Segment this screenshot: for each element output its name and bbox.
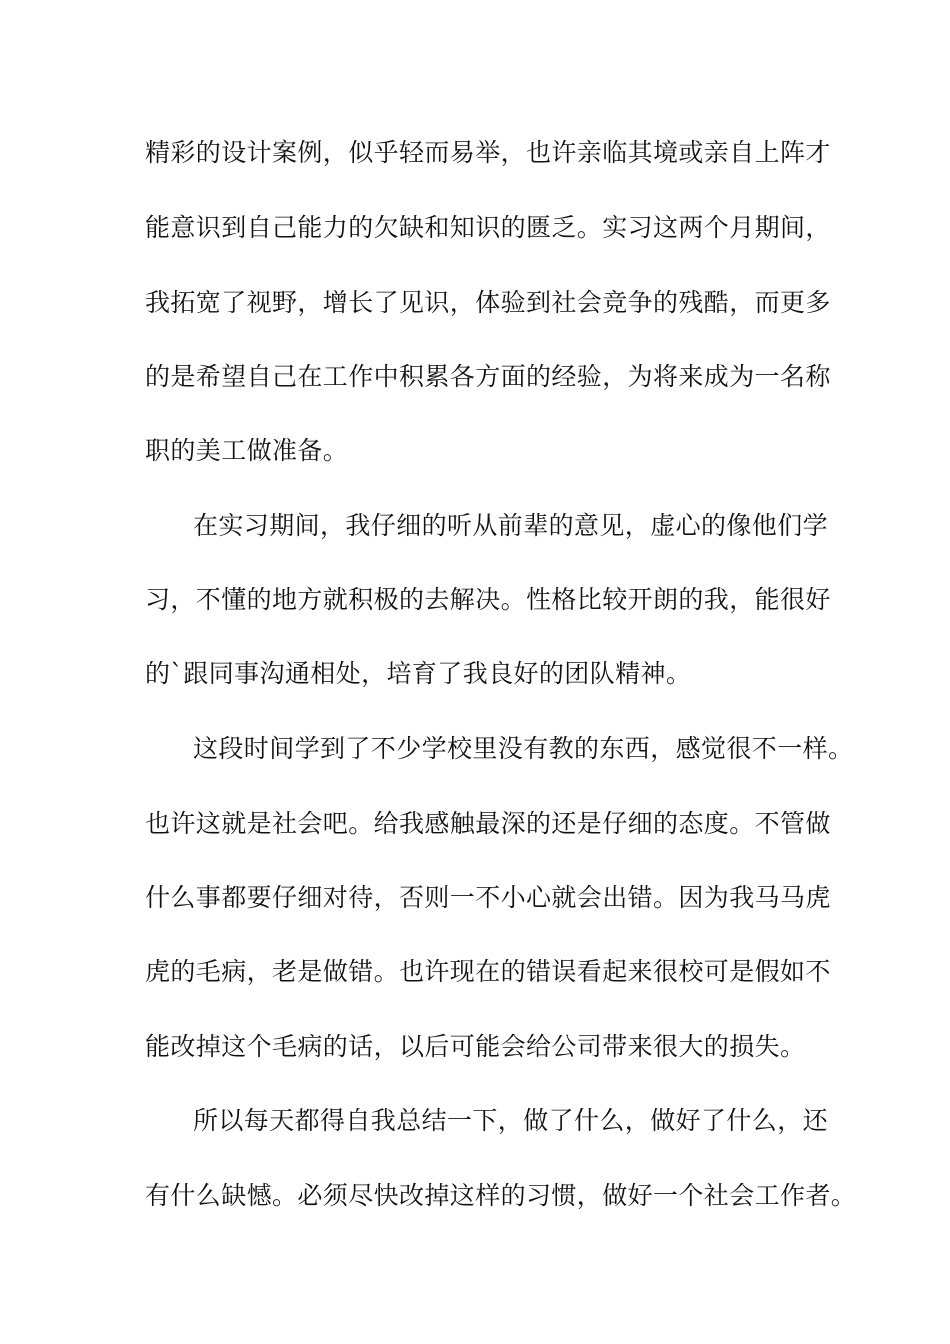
paragraph-line: 的`跟同事沟通相处，培育了我良好的团队精神。 bbox=[145, 659, 692, 688]
paragraph-line: 有什么缺憾。必须尽快改掉这样的习惯，做好一个社会工作者。 bbox=[145, 1181, 857, 1210]
paragraph-line: 也许这就是社会吧。给我感触最深的还是仔细的态度。不管做 bbox=[145, 809, 831, 838]
paragraph-line: 虎的毛病，老是做错。也许现在的错误看起来很校可是假如不 bbox=[145, 957, 831, 986]
paragraph-line: 职的美工做准备。 bbox=[145, 436, 349, 465]
paragraph-line: 在实习期间，我仔细的听从前辈的意见，虚心的像他们学 bbox=[193, 511, 829, 540]
paragraph-line: 所以每天都得自我总结一下，做了什么，做好了什么，还 bbox=[193, 1106, 829, 1135]
paragraph-line: 精彩的设计案例，似乎轻而易举，也许亲临其境或亲自上阵才 bbox=[145, 138, 831, 167]
paragraph-line: 习，不懂的地方就积极的去解决。性格比较开朗的我，能很好 bbox=[145, 585, 831, 614]
paragraph-line: 能改掉这个毛病的话，以后可能会给公司带来很大的损失。 bbox=[145, 1032, 806, 1061]
paragraph-line: 什么事都要仔细对待，否则一不小心就会出错。因为我马马虎 bbox=[145, 883, 831, 912]
paragraph-line: 这段时间学到了不少学校里没有教的东西，感觉很不一样。 bbox=[193, 734, 854, 763]
paragraph-line: 的是希望自己在工作中积累各方面的经验，为将来成为一名称 bbox=[145, 362, 831, 391]
paragraph-line: 我拓宽了视野，增长了见识，体验到社会竞争的残酷，而更多 bbox=[145, 288, 831, 317]
paragraph-line: 能意识到自己能力的欠缺和知识的匮乏。实习这两个月期间， bbox=[145, 213, 831, 242]
